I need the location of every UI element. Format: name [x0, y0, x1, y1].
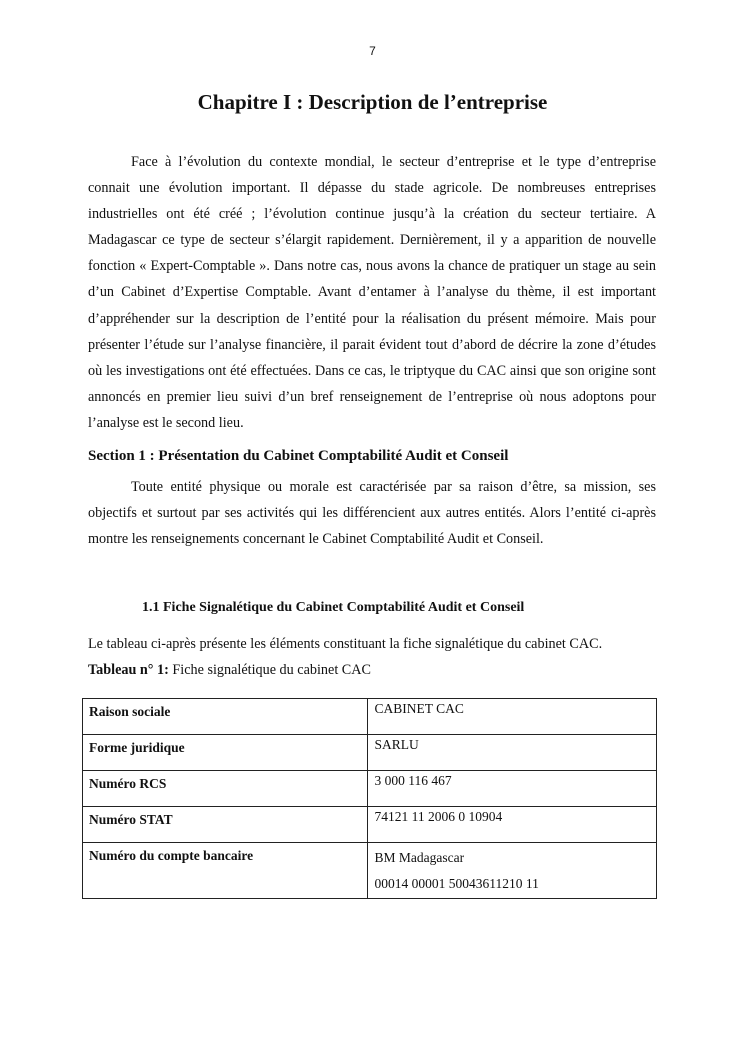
row-value — [368, 843, 657, 899]
table-row — [83, 735, 657, 771]
row-label: Numéro RCS — [83, 771, 368, 807]
bank-name: BM Madagascar — [374, 850, 465, 865]
row-value: CABINET CAC — [368, 699, 657, 735]
company-info-table — [82, 698, 657, 899]
bank-account-number: 00014 00001 50043611210 11 — [374, 876, 539, 891]
table-row — [83, 807, 657, 843]
row-value: 74121 11 2006 0 10904 — [368, 807, 657, 843]
table-caption — [88, 662, 371, 679]
row-label: Numéro STAT — [83, 807, 368, 843]
table-caption-label: Tableau n° 1: — [88, 662, 169, 678]
page-number: 7 — [369, 44, 376, 58]
row-label: Raison sociale — [83, 699, 368, 735]
row-value: SARLU — [368, 735, 657, 771]
table-caption-text: Fiche signalétique du cabinet CAC — [168, 662, 371, 678]
chapter-intro-paragraph: Face à l’évolution du contexte mondial, le secteur d’entreprise et le type d’entreprise connait une évolution important. Il dépasse du stade agricole. De nombreuses entreprises industrielles ont été créé ; l’évolution continue jusqu’à la création du secteur tertiaire. A Madagascar ce type de secteur s’élargit rapidement. Dernièrement, il y a apparition de nouvelle fonction « Expert-Comptable ». Dans notre cas, nous avons la chance de pratiquer un stage au sein d’un Cabinet d’Expertise Comptable. Avant d’entamer à l’analyse du thème, il est important d’appréhender sur la description de l’entité pour la réalisation du présent mémoire. Mais pour présenter l’étude sur l’analyse financière, il parait évident tout d’abord de décrire la zone d’études où les investigations ont été effectuées. Dans ce cas, le triptyque du CAC ainsi que son origine sont annoncés en premier lieu suivi d’un bref renseignement de l’entreprise où nous adoptons pour l’analyse est le second lieu. — [88, 154, 656, 431]
table-intro-text: Le tableau ci-après présente les éléments constituant la fiche signalétique du cabinet CAC. — [88, 636, 603, 652]
table-row — [83, 843, 657, 899]
section-paragraph: Toute entité physique ou morale est caractérisée par sa raison d’être, sa mission, ses objectifs et surtout par ses activités qui les différencient aux autres entités. Alors l’entité ci-après montre les renseignements concernant le Cabinet Comptabilité Audit et Conseil. — [88, 479, 656, 548]
row-label: Numéro du compte bancaire — [83, 843, 368, 899]
row-label: Forme juridique — [83, 735, 368, 771]
section-title: Section 1 : Présentation du Cabinet Comptabilité Audit et Conseil — [88, 448, 509, 464]
subsection-title: 1.1 Fiche Signalétique du Cabinet Comptabilité Audit et Conseil — [142, 600, 525, 615]
chapter-title: Chapitre I : Description de l’entreprise — [197, 90, 548, 114]
row-value: 3 000 116 467 — [368, 771, 657, 807]
table-row — [83, 699, 657, 735]
table-row — [83, 771, 657, 807]
